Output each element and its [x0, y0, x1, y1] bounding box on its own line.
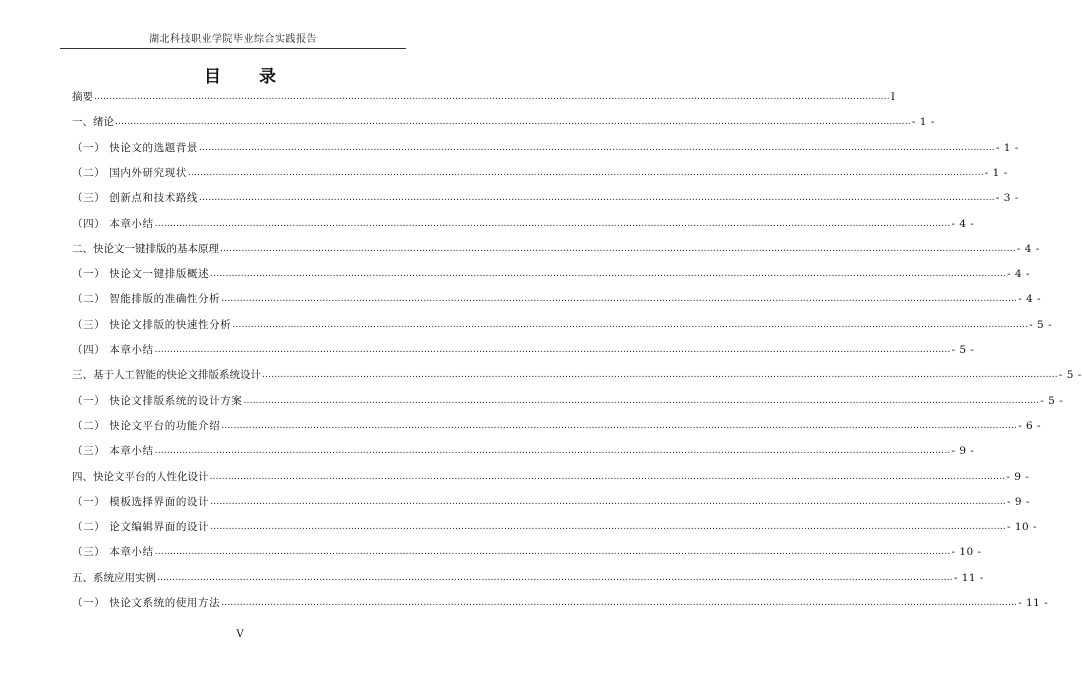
toc-entry[interactable] [72, 392, 1064, 408]
toc-entry-label: （四） 本章小结 [72, 217, 154, 230]
dot-leader: .................................................................................................................................................................................................................................................................... [154, 446, 951, 457]
dot-leader: .................................................................................................................................................................................................................................................................... [210, 522, 1006, 533]
toc-entry[interactable] [72, 88, 896, 104]
dot-leader: .................................................................................................................................................................................................................................................................... [94, 92, 890, 102]
toc-entry-page: - 3 - [995, 192, 1019, 205]
toc-entry[interactable] [72, 366, 1082, 382]
toc-entry[interactable] [72, 493, 1030, 509]
toc-entry-page: - 1 - [911, 116, 935, 129]
toc-entry-label: （一） 快论文一键排版概述 [72, 268, 210, 281]
toc-entry-page: - 5 - [1040, 394, 1064, 407]
toc-entry-page: - 10 - [951, 546, 982, 559]
toc-entry-label: 五、系统应用实例 [72, 571, 156, 584]
running-header: 湖北科技职业学院毕业综合实践报告 [149, 34, 317, 45]
toc-entry[interactable] [72, 240, 1040, 256]
toc-entry-page: - 4 - [1018, 293, 1042, 306]
dot-leader: .................................................................................................................................................................................................................................................................... [262, 370, 1058, 381]
toc-entry-label: （三） 创新点和技术路线 [72, 192, 199, 205]
toc-entry-page: - 5 - [1058, 369, 1082, 382]
toc-entry[interactable] [72, 442, 975, 458]
dot-leader: .................................................................................................................................................................................................................................................................... [232, 319, 1029, 330]
toc-entry-page: - 9 - [1006, 495, 1030, 508]
toc-title: 目 录 [204, 67, 292, 87]
dot-leader: .................................................................................................................................................................................................................................................................... [187, 167, 984, 178]
dot-leader: .................................................................................................................................................................................................................................................................... [154, 345, 951, 355]
toc-entry[interactable] [72, 417, 1042, 433]
toc-entry-label: （二） 国内外研究现状 [72, 166, 187, 179]
toc-entry[interactable] [72, 215, 975, 231]
toc-entry-page: - 9 - [1006, 470, 1030, 483]
toc-entry[interactable] [72, 594, 1049, 610]
toc-entry[interactable] [72, 569, 984, 585]
toc-entry-page: - 4 - [951, 217, 975, 230]
toc-entry-label: （四） 本章小结 [72, 344, 154, 356]
dot-leader: .................................................................................................................................................................................................................................................................... [115, 117, 911, 128]
dot-leader: .................................................................................................................................................................................................................................................................... [209, 471, 1006, 482]
toc-entry-label: 二、快论文一键排版的基本原理 [72, 242, 219, 255]
toc-entry-label: （二） 快论文平台的功能介绍 [72, 419, 221, 432]
toc-entry-label: 一、绪论 [72, 116, 114, 129]
toc-entry-label: 三、基于人工智能的快论文排版系统设计 [72, 369, 261, 382]
toc-entry-label: （一） 模板选择界面的设计 [72, 495, 210, 508]
toc-entry-page: I [890, 91, 896, 103]
dot-leader: .................................................................................................................................................................................................................................................................... [210, 496, 1006, 507]
dot-leader: .................................................................................................................................................................................................................................................................... [199, 193, 995, 204]
page-number: V [236, 629, 244, 640]
toc-entry[interactable] [72, 139, 1019, 155]
header-rule [60, 48, 406, 49]
toc-entry-label: （二） 论文编辑界面的设计 [72, 521, 210, 534]
dot-leader: .................................................................................................................................................................................................................................................................... [157, 572, 953, 583]
dot-leader: .................................................................................................................................................................................................................................................................... [221, 598, 1018, 608]
toc-entry[interactable] [72, 341, 975, 357]
toc-entry-page: - 4 - [1006, 268, 1030, 281]
toc-entry-label: （一） 快论文的选题背景 [72, 141, 199, 154]
toc-entry-page: - 4 - [1016, 242, 1040, 255]
toc-entry[interactable] [72, 113, 935, 129]
toc-entry-label: （一） 快论文系统的使用方法 [72, 597, 221, 609]
toc-entry-page: - 5 - [951, 344, 975, 356]
toc-entry[interactable] [72, 518, 1038, 534]
dot-leader: .................................................................................................................................................................................................................................................................... [221, 294, 1018, 305]
toc-entry-page: - 9 - [951, 445, 975, 458]
dot-leader: .................................................................................................................................................................................................................................................................... [154, 218, 951, 229]
toc-entry[interactable] [72, 164, 1008, 180]
toc-entry-label: 四、快论文平台的人性化设计 [72, 470, 209, 483]
toc-entry-label: 摘要 [72, 91, 93, 103]
toc-entry-label: （三） 本章小结 [72, 445, 154, 458]
dot-leader: .................................................................................................................................................................................................................................................................... [221, 420, 1018, 431]
toc-entry-page: - 5 - [1029, 318, 1053, 331]
dot-leader: .................................................................................................................................................................................................................................................................... [199, 142, 995, 153]
toc-entry-page: - 10 - [1006, 521, 1038, 534]
toc-entry[interactable] [72, 265, 1030, 281]
toc-entry-page: - 6 - [1018, 419, 1042, 432]
toc-entry-page: - 11 - [953, 571, 984, 584]
toc-entry[interactable] [72, 290, 1042, 306]
toc-entry[interactable] [72, 189, 1019, 205]
toc-entry-label: （三） 快论文排版的快速性分析 [72, 318, 232, 331]
toc-entry-label: （一） 快论文排版系统的设计方案 [72, 394, 243, 407]
toc-entry-label: （三） 本章小结 [72, 546, 154, 559]
dot-leader: .................................................................................................................................................................................................................................................................... [243, 395, 1040, 406]
toc-entry[interactable] [72, 316, 1053, 332]
dot-leader: .................................................................................................................................................................................................................................................................... [154, 547, 951, 558]
toc-entry[interactable] [72, 468, 1030, 484]
toc-entry[interactable] [72, 543, 982, 559]
toc-entry-page: - 1 - [984, 166, 1008, 179]
toc-entry-label: （二） 智能排版的准确性分析 [72, 293, 221, 306]
toc-entry-page: - 1 - [995, 141, 1019, 154]
toc-entry-page: - 11 - [1018, 597, 1049, 609]
dot-leader: .................................................................................................................................................................................................................................................................... [210, 269, 1006, 280]
dot-leader: .................................................................................................................................................................................................................................................................... [220, 243, 1016, 254]
